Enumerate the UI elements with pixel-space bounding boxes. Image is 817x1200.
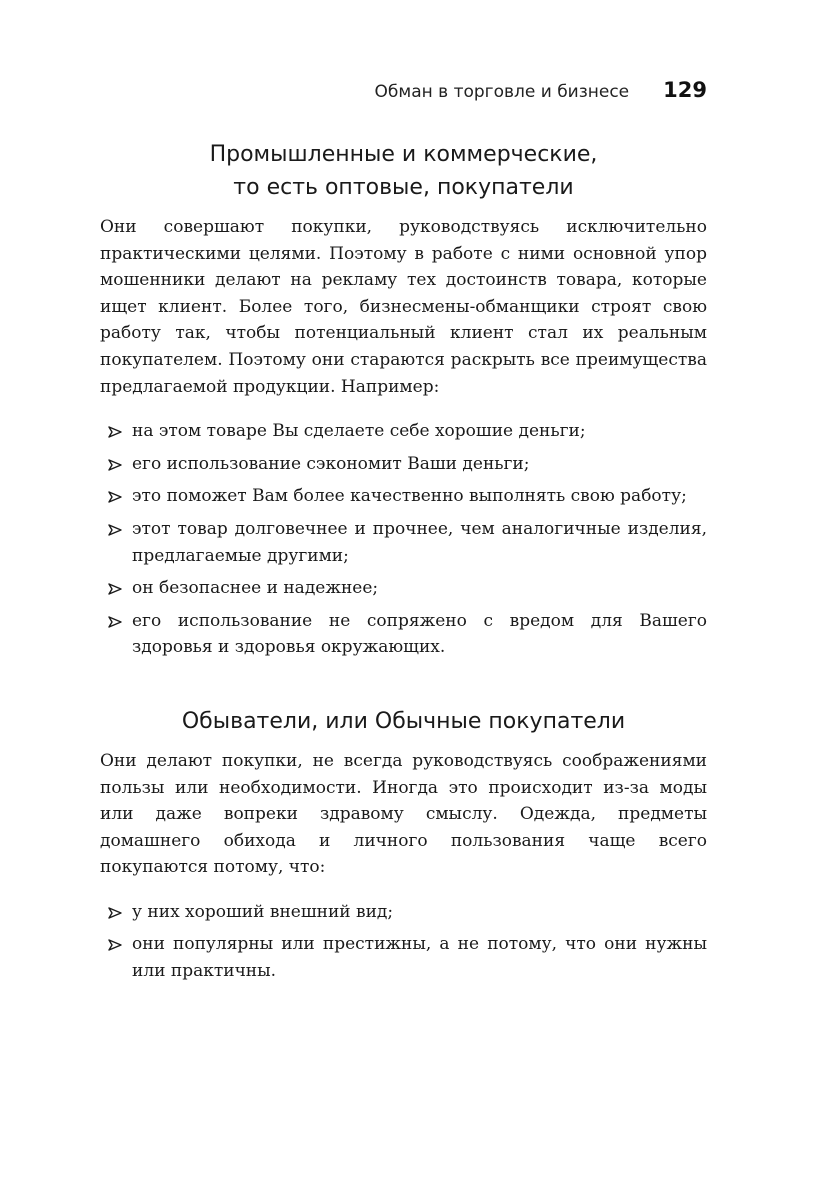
heading-line-2: то есть оптовые, покупатели [233,175,574,200]
section-heading-wholesale-buyers [100,138,707,204]
heading-line-1: Промышленные и коммерческие, [209,142,598,167]
arrow-bullet-icon [108,491,122,503]
arrow-bullet-icon [108,616,122,628]
arrow-bullet-icon [108,939,122,951]
arrow-bullet-icon [108,524,122,536]
section-heading-ordinary-buyers: Обыватели, или Обычные покупатели [181,708,626,734]
running-header [375,78,707,102]
list-item-text: у них хороший внешний вид; [132,901,394,922]
list-item [100,899,707,926]
running-title: Обман в торговле и бизнесе [374,82,630,102]
arrow-bullet-icon [108,583,122,595]
list-item [100,418,707,445]
list-item-text: он безопаснее и надежнее; [132,578,379,599]
list-item-text: этот товар долговечнее и прочнее, чем аналогичные изделия, предлагаемые другими; [132,518,707,566]
paragraph-wholesale-buyers: Они совершают покупки, руководствуясь исключительно практическими целями. Поэтому в работе с ними основной упор мошенники делают на рекламу тех достоинств товара, которые ищет клиент. Более того, бизнесмены-обманщики строят свою работу так, чтобы потенциальный клиент стал их реальным покупателем. Поэтому они стараются раскрыть все преимущества предлагаемой продукции. Например: [100,217,707,397]
list-item [100,483,707,510]
list-item [100,575,707,602]
list-item [100,451,707,478]
list-item-text: его использование сэкономит Ваши деньги; [132,453,530,474]
reasons-list [100,899,707,985]
list-item [100,516,707,569]
list-item-text: на этом товаре Вы сделаете себе хорошие деньги; [132,421,586,442]
arrow-bullet-icon [108,459,122,471]
arrow-bullet-icon [108,426,122,438]
paragraph-ordinary-buyers: Они делают покупки, не всегда руководствуясь соображениями пользы или необходимости. Иногда это происходит из-за моды или даже вопреки здравому смыслу. Одежда, предметы домашнего обихода и личного пользования чаще всего покупаются потому, что: [100,750,707,878]
list-item-text: его использование не сопряжено с вредом для Вашего здоровья и здоровья окружающих. [132,610,707,658]
page-content [100,138,707,991]
page-number: 129 [663,78,707,102]
list-item [100,608,707,661]
list-item-text: это поможет Вам более качественно выполнять свою работу; [132,486,687,507]
arrow-bullet-icon [108,907,122,919]
benefits-list [100,418,707,661]
list-item-text: они популярны или престижны, а не потому, что они нужны или практичны. [132,934,707,982]
list-item [100,931,707,984]
